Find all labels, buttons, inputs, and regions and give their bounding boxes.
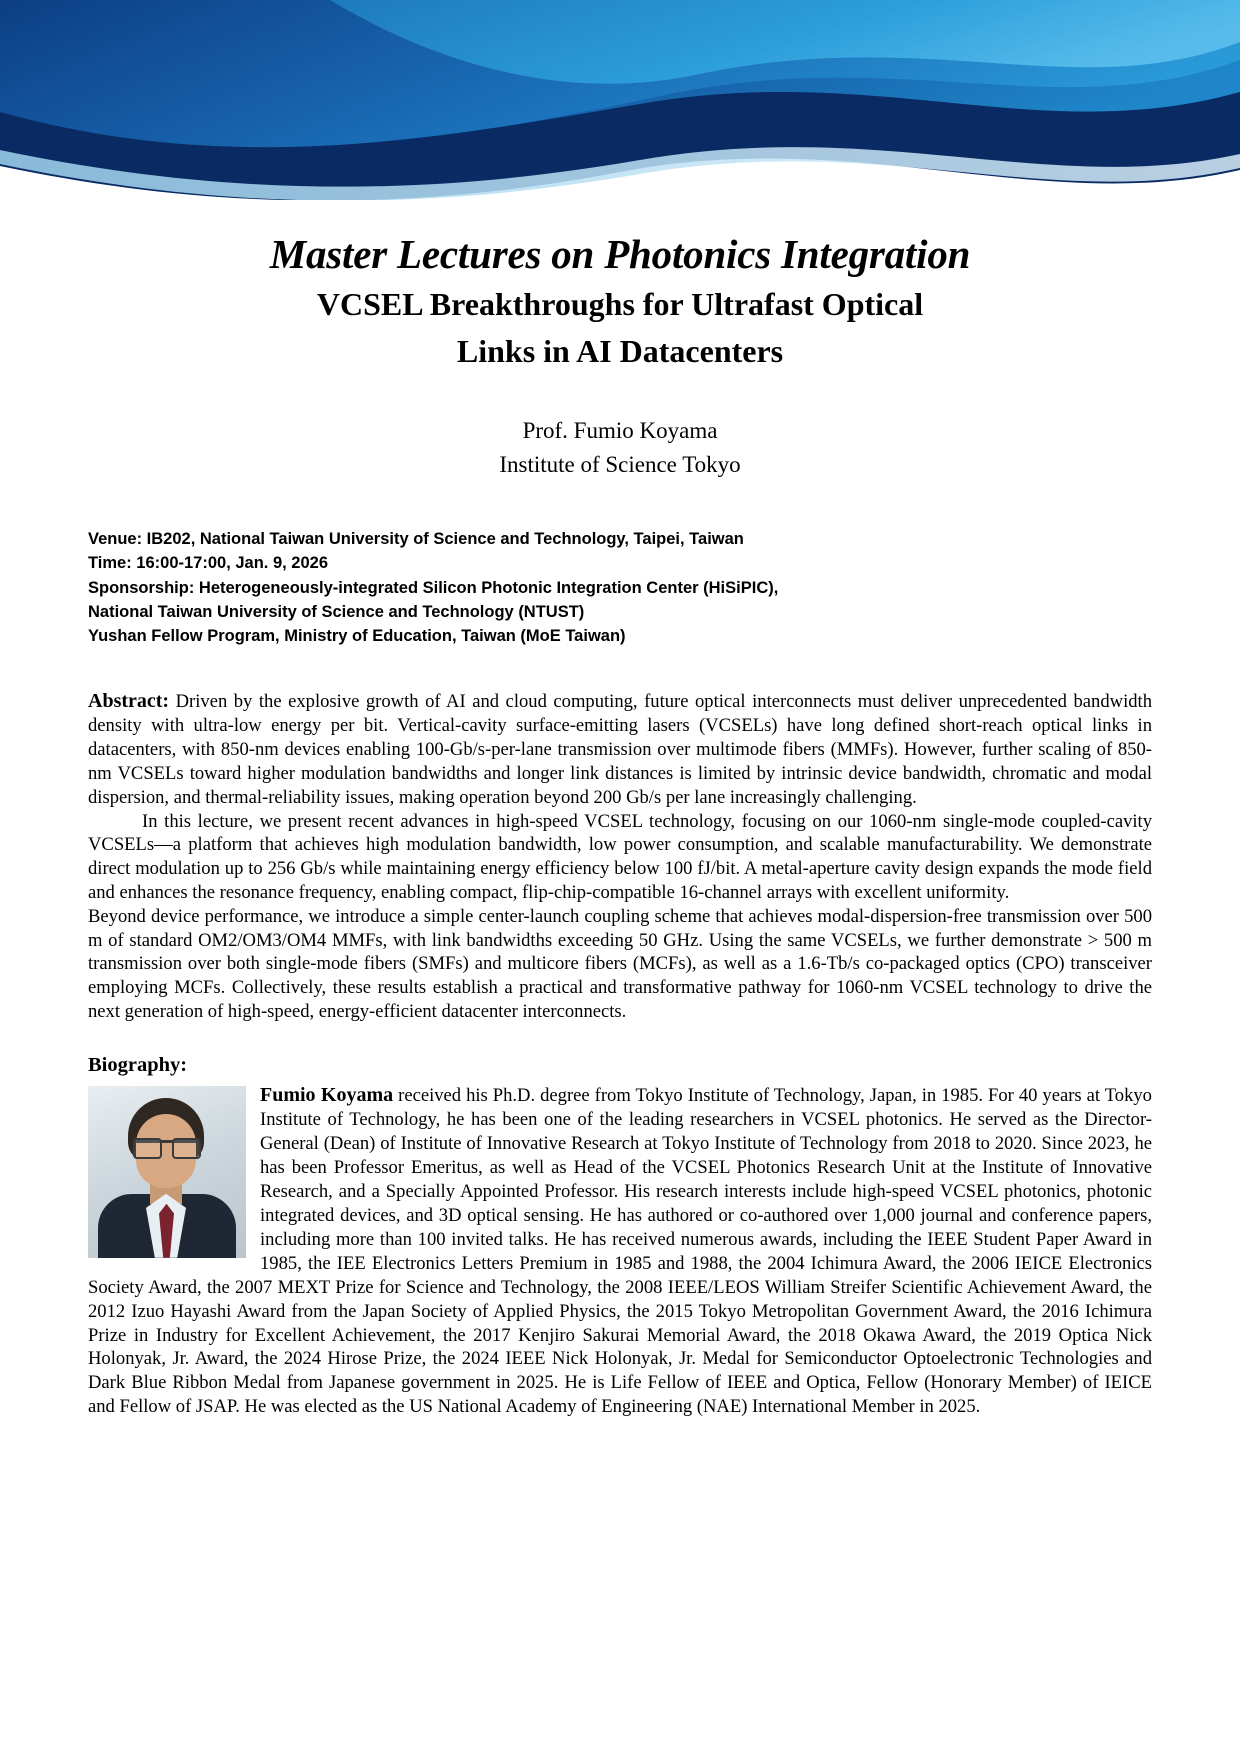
abstract-paragraph-1 (88, 689, 1152, 810)
abstract-section (88, 689, 1152, 1024)
talk-title-line-2: Links in AI Datacenters (456, 332, 784, 369)
biography-section (88, 1083, 1152, 1419)
biography-person-name: Fumio Koyama (260, 1083, 394, 1106)
sponsorship-line-3: Yushan Fellow Program, Ministry of Education, Taiwan (MoE Taiwan) (88, 627, 626, 646)
abstract-paragraph-3: Beyond device performance, we introduce a simple center-launch coupling scheme that achieves modal-dispersion-free transmission over 500 m of standard OM2/OM3/OM4 MMFs, with link bandwidths exceeding 50 GHz. Using the same VCSELs, we further demonstrate > 500 m transmission over both single-mode fibers (SMFs) and multicore fibers (MCFs), as well as a 1.6-Tb/s co-packaged optics (CPO) transceiver employing MCFs. Collectively, these results establish a practical and transformative pathway for 1060-nm VCSEL technology to drive the next generation of high-speed, energy-efficient datacenter interconnects. (88, 905, 1152, 1022)
logistics-block (88, 527, 1152, 649)
abstract-label: Abstract: (88, 689, 170, 712)
time-line: Time: 16:00-17:00, Jan. 9, 2026 (88, 554, 329, 573)
abstract-text-1: Driven by the explosive growth of AI and cloud computing, future optical interconnects must deliver unprecedented bandwidth density with ultra-low energy per bit. Vertical-cavity surface-emitting lasers (VCSELs) have long defined short-reach optical links in datacenters, with 850-nm devices enabling 100-Gb/s-per-lane transmission over multimode fibers (MMFs). However, further scaling of 850-nm VCSELs toward higher modulation bandwidths and longer link distances is limited by intrinsic device bandwidth, chromatic and modal dispersion, and thermal-reliability issues, making operation beyond 200 Gb/s per lane increasingly challenging. (88, 690, 1152, 808)
sponsorship-line-1: Sponsorship: Heterogeneously-integrated Silicon Photonic Integration Center (HiSiPIC), (88, 578, 779, 597)
speaker-affiliation: Institute of Science Tokyo (499, 452, 741, 478)
avatar (88, 1086, 246, 1258)
speaker-name: Prof. Fumio Koyama (522, 417, 718, 443)
biography-label: Biography: (88, 1053, 188, 1076)
abstract-paragraph-2: In this lecture, we present recent advances in high-speed VCSEL technology, focusing on our 1060-nm single-mode coupled-cavity VCSELs—a platform that achieves high modulation bandwidth, low power consumption, and scalable manufacturability. We demonstrate direct modulation up to 256 Gb/s while maintaining energy efficiency below 100 fJ/bit. A metal-aperture cavity design expands the mode field and enhances the resonance frequency, enabling compact, flip-chip-compatible 16-channel arrays with excellent uniformity. (88, 810, 1152, 904)
poster-content (0, 200, 1240, 1419)
talk-title-line-1: VCSEL Breakthroughs for Ultrafast Optical (316, 285, 924, 322)
page-title: Master Lectures on Photonics Integration (269, 231, 971, 277)
biography-text: received his Ph.D. degree from Tokyo Institute of Technology, Japan, in 1985. For 40 years at Tokyo Institute of Technology, he has been one of the leading researchers in VCSEL photonics. He served as the Director-General (Dean) of Institute of Innovative Research at Tokyo Institute of Technology from 2018 to 2020. Since 2023, he has been Professor Emeritus, as well as Head of the VCSEL Photonics Research Unit at the Institute of Innovative Research, and a Specially Appointed Professor. His research interests include high-speed VCSEL photonics, photonic integrated devices, and 3D optical sensing. He has authored or co-authored over 1,000 journal and conference papers, including more than 100 invited talks. He has received numerous awards, including the IEEE Student Paper Award in 1985, the IEE Electronics Letters Premium in 1985 and 1988, the 2004 Ichimura Award, the 2006 IEICE Electronics Society Award, the 2007 MEXT Prize for Science and Technology, the 2008 IEEE/LEOS William Streifer Scientific Achievement Award, the 2012 Izuo Hayashi Award from the Japan Society of Applied Physics, the 2015 Tokyo Metropolitan Government Award, the 2016 Ichimura Prize in Industry for Excellent Achievement, the 2017 Kenjiro Sakurai Memorial Award, the 2018 Okawa Award, the 2019 Optica Nick Holonyak, Jr. Award, the 2024 Hirose Prize, the 2024 IEEE Nick Holonyak, Jr. Medal for Semiconductor Optoelectronic Technologies and Dark Blue Ribbon Medal from Japanese government in 2025. He is Life Fellow of IEEE and Optica, Fellow (Honorary Member) of IEICE and Fellow of JSAP. He was elected as the US National Academy of Engineering (NAE) International Member in 2025. (88, 1084, 1152, 1418)
venue-line: Venue: IB202, National Taiwan University of Science and Technology, Taipei, Taiwan (88, 529, 744, 548)
header-banner-graphic (0, 0, 1240, 200)
sponsorship-line-2: National Taiwan University of Science and Technology (NTUST) (88, 603, 585, 622)
